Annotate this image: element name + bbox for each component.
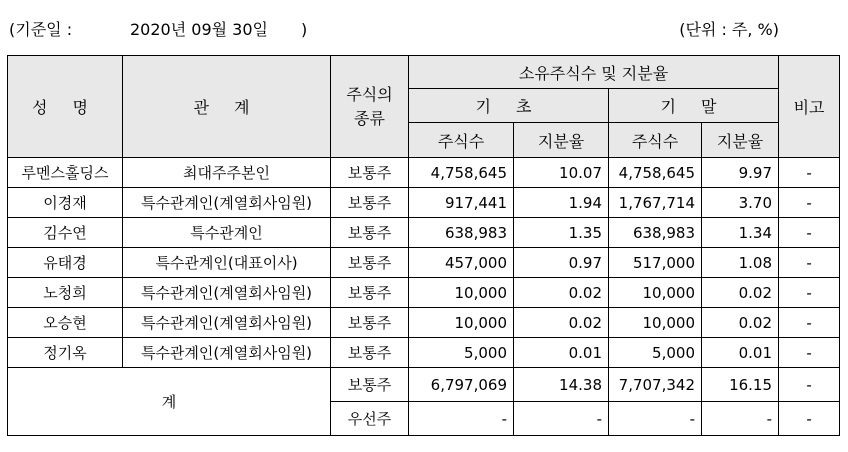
table-row bbox=[8, 158, 840, 188]
cell-relation: 특수관계인(계열회사임원) bbox=[123, 338, 331, 368]
cell-end-shares: 517,000 bbox=[609, 248, 702, 278]
header-relation: 관 계 bbox=[123, 56, 331, 158]
table-row bbox=[8, 338, 840, 368]
cell-type: 우선주 bbox=[331, 402, 409, 436]
cell-begin-ratio: 10.07 bbox=[514, 158, 609, 188]
cell-begin-ratio: 1.35 bbox=[514, 218, 609, 248]
cell-name: 루멘스홀딩스 bbox=[8, 158, 123, 188]
cell-begin-shares: 917,441 bbox=[409, 188, 514, 218]
cell-name: 정기옥 bbox=[8, 338, 123, 368]
cell-end-ratio: 3.70 bbox=[702, 188, 779, 218]
cell-name: 오승현 bbox=[8, 308, 123, 338]
total-row-common bbox=[8, 368, 840, 402]
cell-begin-shares: - bbox=[409, 402, 514, 436]
cell-end-ratio: 0.01 bbox=[702, 338, 779, 368]
cell-begin-ratio: 0.02 bbox=[514, 278, 609, 308]
cell-end-shares: 5,000 bbox=[609, 338, 702, 368]
cell-note: - bbox=[779, 368, 840, 402]
cell-relation: 특수관계인(계열회사임원) bbox=[123, 308, 331, 338]
shareholding-table bbox=[7, 55, 840, 436]
base-date: 2020년 09월 30일 bbox=[130, 20, 268, 39]
header-name: 성 명 bbox=[8, 56, 123, 158]
cell-begin-shares: 10,000 bbox=[409, 278, 514, 308]
cell-note: - bbox=[779, 308, 840, 338]
cell-relation: 특수관계인(대표이사) bbox=[123, 248, 331, 278]
cell-begin-ratio: 14.38 bbox=[514, 368, 609, 402]
cell-note: - bbox=[779, 248, 840, 278]
table-row bbox=[8, 248, 840, 278]
cell-begin-shares: 638,983 bbox=[409, 218, 514, 248]
header-stock-type: 주식의 종류 bbox=[331, 56, 409, 158]
cell-name: 이경재 bbox=[8, 188, 123, 218]
cell-relation: 특수관계인(계열회사임원) bbox=[123, 188, 331, 218]
cell-end-shares: 10,000 bbox=[609, 278, 702, 308]
header-begin-shares: 주식수 bbox=[409, 123, 514, 158]
header-end: 기 말 bbox=[609, 89, 779, 123]
cell-begin-ratio: - bbox=[514, 402, 609, 436]
cell-type: 보통주 bbox=[331, 278, 409, 308]
unit-label: (단위 : 주, %) bbox=[679, 20, 779, 39]
cell-type: 보통주 bbox=[331, 218, 409, 248]
table-row bbox=[8, 218, 840, 248]
header-begin: 기 초 bbox=[409, 89, 609, 123]
cell-note: - bbox=[779, 218, 840, 248]
cell-end-ratio: 0.02 bbox=[702, 308, 779, 338]
cell-type: 보통주 bbox=[331, 248, 409, 278]
cell-begin-ratio: 0.01 bbox=[514, 338, 609, 368]
cell-begin-shares: 10,000 bbox=[409, 308, 514, 338]
cell-note: - bbox=[779, 278, 840, 308]
cell-end-shares: 4,758,645 bbox=[609, 158, 702, 188]
table-row bbox=[8, 308, 840, 338]
cell-end-ratio: 9.97 bbox=[702, 158, 779, 188]
cell-end-ratio: - bbox=[702, 402, 779, 436]
header-note: 비고 bbox=[779, 56, 840, 158]
cell-type: 보통주 bbox=[331, 308, 409, 338]
header-end-shares: 주식수 bbox=[609, 123, 702, 158]
cell-begin-ratio: 0.02 bbox=[514, 308, 609, 338]
cell-end-ratio: 1.34 bbox=[702, 218, 779, 248]
cell-end-shares: 10,000 bbox=[609, 308, 702, 338]
cell-note: - bbox=[779, 188, 840, 218]
table-row bbox=[8, 278, 840, 308]
cell-name: 노청희 bbox=[8, 278, 123, 308]
cell-relation: 최대주주본인 bbox=[123, 158, 331, 188]
total-label: 계 bbox=[8, 368, 331, 436]
cell-begin-shares: 4,758,645 bbox=[409, 158, 514, 188]
header-ownership: 소유주식수 및 지분율 bbox=[409, 56, 779, 89]
cell-end-shares: - bbox=[609, 402, 702, 436]
cell-end-ratio: 0.02 bbox=[702, 278, 779, 308]
cell-note: - bbox=[779, 158, 840, 188]
table-row bbox=[8, 188, 840, 218]
cell-type: 보통주 bbox=[331, 158, 409, 188]
cell-note: - bbox=[779, 402, 840, 436]
cell-begin-ratio: 1.94 bbox=[514, 188, 609, 218]
report-header bbox=[9, 18, 779, 42]
cell-begin-shares: 5,000 bbox=[409, 338, 514, 368]
cell-end-shares: 638,983 bbox=[609, 218, 702, 248]
cell-end-shares: 7,707,342 bbox=[609, 368, 702, 402]
cell-begin-shares: 457,000 bbox=[409, 248, 514, 278]
cell-relation: 특수관계인 bbox=[123, 218, 331, 248]
cell-type: 보통주 bbox=[331, 188, 409, 218]
cell-name: 유태경 bbox=[8, 248, 123, 278]
cell-end-ratio: 1.08 bbox=[702, 248, 779, 278]
cell-note: - bbox=[779, 338, 840, 368]
cell-end-ratio: 16.15 bbox=[702, 368, 779, 402]
cell-type: 보통주 bbox=[331, 368, 409, 402]
cell-name: 김수연 bbox=[8, 218, 123, 248]
cell-begin-ratio: 0.97 bbox=[514, 248, 609, 278]
cell-end-shares: 1,767,714 bbox=[609, 188, 702, 218]
cell-begin-shares: 6,797,069 bbox=[409, 368, 514, 402]
cell-relation: 특수관계인(계열회사임원) bbox=[123, 278, 331, 308]
base-date-prefix: (기준일 : bbox=[9, 20, 73, 39]
header-end-ratio: 지분율 bbox=[702, 123, 779, 158]
header-begin-ratio: 지분율 bbox=[514, 123, 609, 158]
base-date-close: ) bbox=[301, 20, 308, 39]
cell-type: 보통주 bbox=[331, 338, 409, 368]
